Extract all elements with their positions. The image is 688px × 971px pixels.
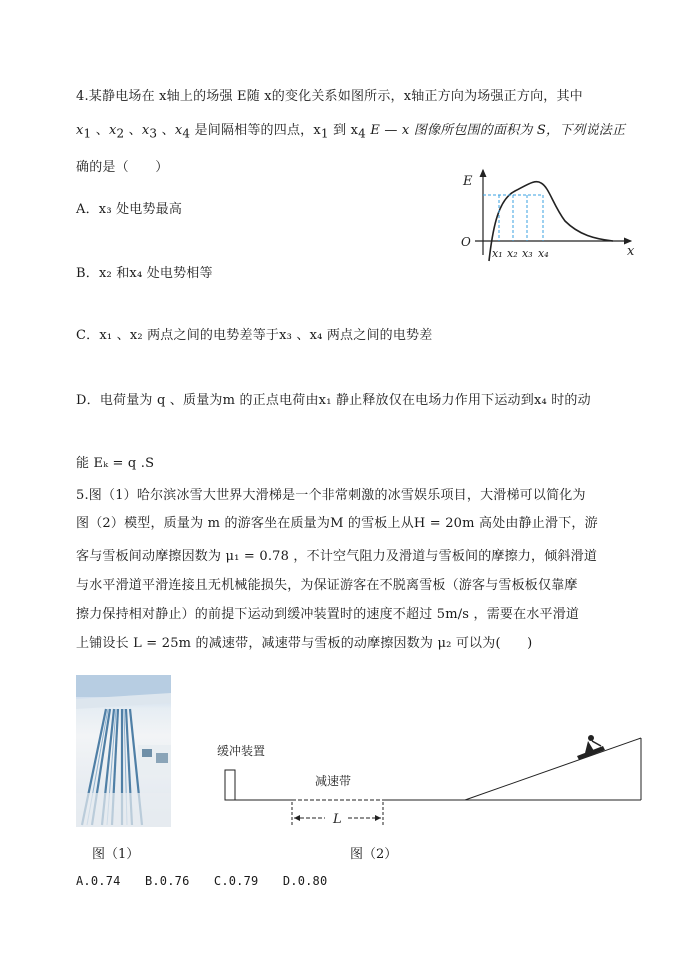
- x-axis-label: x: [627, 244, 635, 259]
- q5-line4: 与水平滑道平滑连接且无机械能损失，为保证游客在不脱离雪板（游客与雪板板仅靠摩: [76, 578, 578, 593]
- belt-label: 减速带: [315, 774, 352, 788]
- q4-line2: $x_1$ 、$x_2$ 、$x_3$ 、$x_4$ 是间隔相等的四点，$x_1$ 到 $x_4$ E — x 图像所包围的面积为 S，下列说法正: [76, 123, 626, 141]
- fig1-caption: 图（1）: [92, 847, 140, 862]
- buffer-device: [225, 770, 235, 800]
- q4-sub-1: 1: [83, 126, 92, 141]
- q4-line2-text: 是间隔相等的四点，x: [194, 123, 321, 138]
- rider-on-sled: [577, 735, 605, 760]
- tick-x1: x₁: [492, 247, 503, 260]
- ice-slide-illustration: [76, 675, 171, 827]
- e-axis-label: E: [463, 174, 473, 189]
- q4-sub-4: 4: [182, 126, 191, 141]
- q4-sub-2: 2: [116, 126, 125, 141]
- q4-line2-to: 到 x: [333, 123, 359, 138]
- tick-x2: x₂: [507, 247, 518, 260]
- origin-label: O: [461, 235, 471, 249]
- q4-line2-tail: E — x 图像所包围的面积为 S，下列说法正: [370, 123, 626, 138]
- q5-answer-choices: A.0.74 B.0.76 C.0.79 D.0.80: [76, 874, 328, 888]
- q4-line1: 4.某静电场在 x轴上的场强 E随 x的变化关系如图所示，x轴正方向为场强正方向，其中: [76, 89, 583, 104]
- e-x-graph: [455, 165, 645, 265]
- buffer-label: 缓冲装置: [217, 744, 266, 758]
- q4-option-d: D．电荷量为 q 、质量为m 的正点电荷由x₁ 静止释放仅在电场力作用下运动到x₄ 时的动: [76, 393, 591, 408]
- q5-line1: 5.图（1）哈尔滨冰雪大世界大滑梯是一个非常刺激的冰雪娱乐项目，大滑梯可以简化为: [76, 488, 586, 503]
- q4-option-b: B．x₂ 和x₄ 处电势相等: [76, 266, 213, 281]
- ice-slide-photo: [76, 675, 171, 827]
- arrow-head-left: [294, 815, 300, 821]
- slide-model-diagram: [215, 728, 655, 838]
- tick-x4: x₄: [538, 247, 549, 260]
- incline-slope: [465, 738, 641, 800]
- q4-sub-3: 3: [149, 126, 158, 141]
- tick-x3: x₃: [522, 247, 533, 260]
- q4-x-var: x: [76, 123, 84, 138]
- length-label: L: [333, 812, 342, 827]
- q5-line5: 擦力保持相对静止）的前提下运动到缓冲装置时的速度不超过 5m/s ，需要在水平滑道: [76, 607, 580, 622]
- q5-line6: 上铺设长 L = 25m 的减速带，减速带与雪板的动摩擦因数为 μ₂ 可以为( ): [76, 636, 533, 651]
- fig2-caption: 图（2）: [350, 847, 398, 862]
- q4-option-c: C．x₁ 、x₂ 两点之间的电势差等于x₃ 、x₄ 两点之间的电势差: [76, 328, 433, 343]
- q5-line3: 客与雪板间动摩擦因数为 μ₁ = 0.78 ，不计空气阻力及滑道与雪板间的摩擦力，倾斜滑道: [76, 549, 598, 564]
- q5-line2: 图（2）模型，质量为 m 的游客坐在质量为M 的雪板上从H = 20m 高处由静止滑下，游: [76, 516, 598, 531]
- q4-line3: 确的是（ ）: [76, 160, 169, 175]
- q4-option-d-cont: 能 Eₖ = q .S: [76, 456, 155, 471]
- arrow-head-right: [375, 815, 381, 821]
- q4-option-a: A．x₃ 处电势最高: [76, 202, 183, 217]
